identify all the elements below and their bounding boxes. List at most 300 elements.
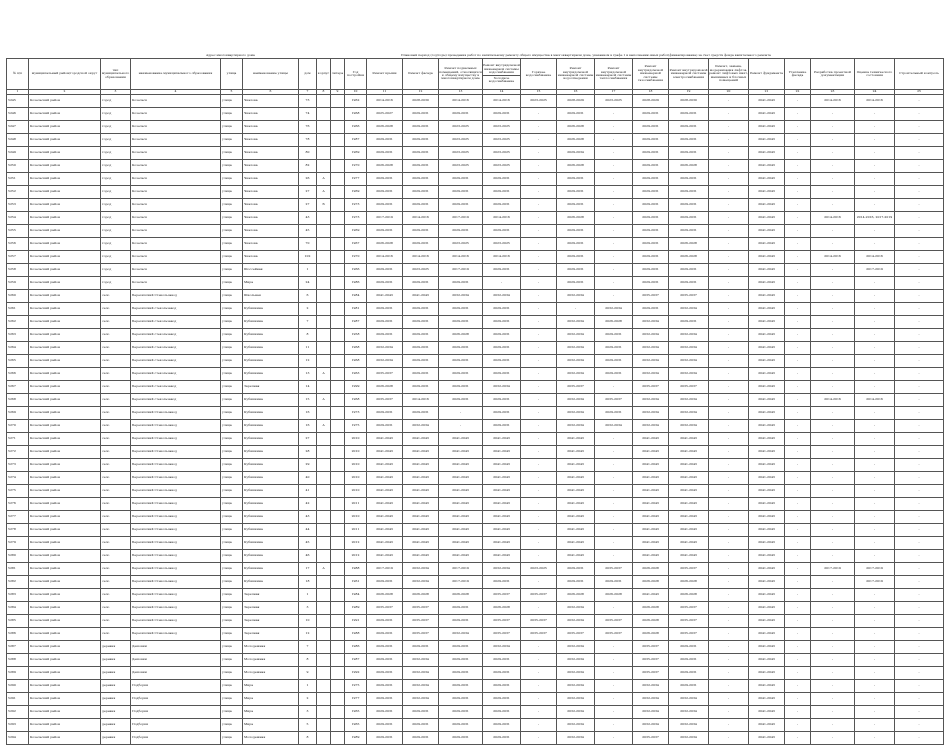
table-cell: Березичский стекользавод [131,368,221,381]
table-cell: - [521,602,557,615]
table-cell: 2035-2037 [403,602,439,615]
table-cell: 2014-2016 [483,251,521,264]
table-cell: - [811,602,855,615]
table-cell: 1 [299,680,317,693]
table-cell: 2041-2043 [669,550,709,563]
table-cell [331,641,345,654]
table-cell: 1970 [345,160,367,173]
table-cell: 2041-2043 [669,446,709,459]
table-cell: 2041-2043 [633,537,669,550]
column-header: муниципальный район/городской округ [29,59,101,90]
table-cell: - [855,602,895,615]
table-cell: - [895,303,944,316]
table-cell: Чкалова [243,212,299,225]
table-cell: 2029-2031 [367,732,403,745]
table-cell: деревня [101,654,131,667]
table-cell: 2035-2037 [403,615,439,628]
table-cell: 1975 [345,420,367,433]
table-cell: 2041-2043 [439,433,483,446]
table-cell: - [895,680,944,693]
table-cell: улица [221,121,243,134]
table-cell: - [595,160,633,173]
table-cell: - [709,186,749,199]
table-cell: - [709,524,749,537]
table-cell: 2035-2037 [595,628,633,641]
table-cell: 2 [299,303,317,316]
table-cell: 1987 [345,134,367,147]
table-cell: Козельский район [29,433,101,446]
table-cell: город [101,225,131,238]
table-cell: Козельский район [29,537,101,550]
table-cell: 26 [299,173,317,186]
table-cell: 29 [299,459,317,472]
table-cell: Козельск [131,95,221,108]
table-cell: улица [221,342,243,355]
table-cell: улица [221,147,243,160]
table-cell: 2041-2043 [749,706,785,719]
table-cell: 2026-2028 [633,602,669,615]
table-cell: 2032-2034 [403,563,439,576]
table-cell: улица [221,394,243,407]
table-cell [331,173,345,186]
table-cell: 2029-2031 [439,667,483,680]
table-cell: - [557,303,595,316]
table-cell: 2032-2034 [557,667,595,680]
table-cell: - [895,641,944,654]
table-cell [317,550,331,563]
table-cell: - [521,355,557,368]
table-cell: - [855,732,895,745]
table-cell: город [101,160,131,173]
table-cell: улица [221,277,243,290]
table-cell: 5283 [7,589,29,602]
table-cell: - [895,186,944,199]
column-header: Ремонт фундамента [749,59,785,90]
table-cell: Козельский район [29,394,101,407]
table-cell: Молодежная [243,732,299,745]
table-cell: 2029-2031 [483,368,521,381]
table-cell: - [709,225,749,238]
table-cell: - [785,693,811,706]
table-cell: 2035-2037 [669,381,709,394]
table-cell: Козельский район [29,134,101,147]
table-cell: - [521,134,557,147]
column-header: Разработка проектной документации [811,59,855,90]
table-cell: 2029-2031 [595,368,633,381]
table-cell: Козельский район [29,225,101,238]
table-cell [317,459,331,472]
table-cell: 2014-2016 [483,212,521,225]
table-cell [331,446,345,459]
table-cell: - [855,498,895,511]
table-cell: 2035-2037 [557,628,595,641]
table-cell: - [895,290,944,303]
table-cell: - [709,732,749,745]
table-cell: 5276 [7,498,29,511]
table-cell: Березичский Стекользавод [131,459,221,472]
table-cell [331,498,345,511]
table-cell [331,251,345,264]
table-cell: 2026-2028 [367,160,403,173]
column-number: 2 [29,90,101,95]
table-cell: Козельский район [29,693,101,706]
table-cell: 2029-2031 [557,251,595,264]
table-cell: - [785,342,811,355]
table-cell: 2029-2031 [483,186,521,199]
table-cell: А [317,420,331,433]
table-cell: 2035-2037 [521,589,557,602]
table-cell: село [101,524,131,537]
table-cell: село [101,485,131,498]
table-cell: 2041-2043 [749,225,785,238]
table-cell: 2029-2031 [669,277,709,290]
table-cell: 2035-2037 [669,290,709,303]
table-cell: 2029-2031 [557,277,595,290]
table-cell: 2029-2031 [669,316,709,329]
table-cell: 2035-2037 [669,563,709,576]
table-cell: 2032-2034 [633,342,669,355]
table-cell: - [785,524,811,537]
table-cell [331,264,345,277]
table-cell: улица [221,550,243,563]
table-cell: 2032-2034 [557,654,595,667]
table-cell: 2029-2031 [483,680,521,693]
table-cell: - [709,511,749,524]
table-cell: - [811,121,855,134]
table-cell: Козельский район [29,160,101,173]
table-cell: 2041-2043 [749,576,785,589]
table-cell [317,108,331,121]
table-cell: 2032-2034 [669,706,709,719]
table-cell: - [855,160,895,173]
table-cell: 1989 [345,732,367,745]
table-cell: 2032-2034 [557,368,595,381]
table-cell: Березичский Стекользавод [131,628,221,641]
table-cell: - [895,199,944,212]
table-row [7,446,944,459]
table-cell: улица [221,654,243,667]
table-cell: 2029-2031 [633,147,669,160]
table-cell: 1963 [345,368,367,381]
table-cell: - [811,459,855,472]
table-row [7,186,944,199]
table-cell: 2032-2034 [633,719,669,732]
table-cell: 76 [299,121,317,134]
table-cell: - [785,498,811,511]
table-cell: - [855,134,895,147]
column-number: 6 [243,90,299,95]
table-cell: 2029-2031 [439,108,483,121]
table-row [7,381,944,394]
table-cell [331,550,345,563]
table-cell: 70 [299,238,317,251]
table-cell: 2032-2034 [557,693,595,706]
table-cell: Березичский Стекользавод [131,485,221,498]
table-cell: - [595,251,633,264]
table-cell: улица [221,732,243,745]
table-cell: 2029-2031 [439,732,483,745]
table-cell: 2041-2043 [633,485,669,498]
table-cell: - [709,459,749,472]
table-cell: - [521,667,557,680]
table-cell: - [595,602,633,615]
table-cell: 2032-2034 [557,615,595,628]
table-cell: 2029-2031 [633,303,669,316]
table-cell [317,212,331,225]
table-cell [317,342,331,355]
table-cell: 2029-2031 [633,160,669,173]
table-cell: 2041-2043 [557,459,595,472]
table-cell: 2028-2029 [633,95,669,108]
table-cell: 2029-2031 [403,641,439,654]
table-cell: 2029-2031 [483,329,521,342]
table-cell: - [521,732,557,745]
table-cell: - [895,498,944,511]
table-cell: 2041-2043 [557,472,595,485]
table-cell: Козельский район [29,212,101,225]
table-row [7,524,944,537]
table-cell: - [709,368,749,381]
table-cell: - [785,563,811,576]
table-cell: 1989 [345,602,367,615]
table-cell: 2011 [345,498,367,511]
table-cell: Б [317,199,331,212]
table-cell [331,459,345,472]
table-cell: Кубяшкина [243,459,299,472]
table-cell: Березичский Стекользавод [131,446,221,459]
table-cell: - [785,706,811,719]
table-cell: - [709,537,749,550]
table-row [7,576,944,589]
table-cell: 2041-2043 [749,511,785,524]
table-cell: - [785,589,811,602]
table-cell: - [895,316,944,329]
table-cell [317,251,331,264]
table-cell: 2029-2031 [367,576,403,589]
table-cell: А [317,173,331,186]
table-cell: 2029-2031 [403,732,439,745]
table-cell: 2029-2031 [439,303,483,316]
table-cell: 2041-2043 [483,498,521,511]
table-cell: - [895,654,944,667]
table-cell: 1986 [345,641,367,654]
table-cell: улица [221,563,243,576]
table-cell: - [785,355,811,368]
table-cell: - [785,576,811,589]
table-cell: - [785,459,811,472]
table-cell: деревня [101,693,131,706]
table-cell: - [785,251,811,264]
table-cell: - [595,680,633,693]
table-cell: 2029-2031 [557,199,595,212]
table-cell: 1973 [345,199,367,212]
table-cell: - [595,719,633,732]
table-cell [331,511,345,524]
table-cell [331,589,345,602]
table-cell: 2041-2043 [669,511,709,524]
table-cell [331,342,345,355]
table-cell: - [595,121,633,134]
table-cell: - [785,394,811,407]
table-cell: село [101,420,131,433]
table-cell: - [811,407,855,420]
table-cell: 2029-2031 [483,316,521,329]
table-cell: - [595,186,633,199]
table-cell: улица [221,628,243,641]
table-body [7,95,944,745]
table-cell: 2032-2034 [633,316,669,329]
table-cell: Козельск [131,134,221,147]
table-cell: - [785,433,811,446]
table-cell [317,277,331,290]
table-cell: - [595,212,633,225]
table-cell: - [895,381,944,394]
table-cell: 5279 [7,537,29,550]
table-cell: 2041-2043 [483,524,521,537]
table-cell: город [101,121,131,134]
table-cell [317,355,331,368]
table-cell: 2041-2043 [483,459,521,472]
table-cell: Козельск [131,264,221,277]
table-cell: 1969 [345,225,367,238]
table-row [7,719,944,732]
table-cell: Чкалова [243,238,299,251]
table-cell: 2026-2028 [439,329,483,342]
table-cell: Чкалова [243,134,299,147]
table-cell: 2035-2037 [367,368,403,381]
table-cell: 2029-2031 [557,108,595,121]
table-cell: 2010 [345,446,367,459]
table-cell: деревня [101,680,131,693]
table-cell [317,316,331,329]
table-cell: 2041-2043 [403,498,439,511]
table-cell: село [101,472,131,485]
column-header: Ремонт внутридомовой инженерной системы электроснабжения [669,59,709,90]
table-cell: Березичский Стекользавод [131,498,221,511]
table-cell: Козельск [131,108,221,121]
table-cell: - [521,537,557,550]
table-cell: 2029-2031 [439,654,483,667]
table-cell: - [811,537,855,550]
table-cell: Козельский район [29,420,101,433]
table-cell: 2041-2043 [403,524,439,537]
table-cell [317,121,331,134]
table-cell: Козельск [131,186,221,199]
table-cell: 2041-2043 [749,498,785,511]
table-cell: 5258 [7,264,29,277]
table-cell: Березичский Стекользавод [131,602,221,615]
table-cell: 2014-2016 [811,95,855,108]
table-cell: - [855,654,895,667]
table-cell: 2035-2037 [521,628,557,641]
table-cell [331,212,345,225]
table-cell: - [895,173,944,186]
table-cell: 2026-2028 [403,589,439,602]
table-cell: 2035-2037 [595,563,633,576]
column-number: 4 [131,90,221,95]
table-cell: - [709,641,749,654]
table-cell: 2010 [345,459,367,472]
table-cell: 2029-2031 [557,186,595,199]
table-cell: - [521,485,557,498]
table-cell: - [521,524,557,537]
table-cell: 5292 [7,706,29,719]
table-cell: Кубяшкина [243,355,299,368]
table-cell: 2029-2031 [483,355,521,368]
table-cell: 2041-2043 [403,433,439,446]
table-cell: 2041-2043 [403,485,439,498]
table-cell: улица [221,641,243,654]
table-cell: 2041-2043 [749,602,785,615]
table-cell: 2029-2031 [403,368,439,381]
table-cell: улица [221,251,243,264]
table-row [7,485,944,498]
table-cell: 2023-2025 [439,147,483,160]
table-cell: 2029-2031 [557,225,595,238]
table-row [7,602,944,615]
table-cell: 2029-2031 [633,199,669,212]
column-number: 11 [367,90,403,95]
table-cell: - [811,550,855,563]
table-cell: - [895,446,944,459]
table-cell: 2029-2031 [483,199,521,212]
table-cell: улица [221,160,243,173]
table-cell: 2041-2043 [749,628,785,641]
table-cell: - [785,108,811,121]
table-cell: 2032-2034 [557,680,595,693]
table-cell: 1968 [345,394,367,407]
table-cell: - [811,446,855,459]
table-cell: - [595,641,633,654]
table-cell: 2029-2031 [403,329,439,342]
table-cell: - [521,511,557,524]
table-cell: Березичский Стекользавод [131,550,221,563]
table-cell: 2041-2043 [633,472,669,485]
table-cell: 2041-2043 [367,511,403,524]
table-cell: Кубяшкина [243,550,299,563]
table-cell: - [709,251,749,264]
table-cell: 2032-2034 [633,394,669,407]
table-cell: 1984 [345,589,367,602]
column-number: 15 [521,90,557,95]
table-cell: 2032-2034 [669,732,709,745]
table-cell: 2026-2028 [557,134,595,147]
table-row [7,316,944,329]
table-cell: 2041-2043 [749,342,785,355]
table-cell: 2032-2034 [439,628,483,641]
table-cell: 2017-2019 [855,576,895,589]
table-cell: 2032-2034 [669,719,709,732]
table-cell: 8 [299,654,317,667]
table-cell: 11 [299,342,317,355]
table-row [7,511,944,524]
column-number: 22 [785,90,811,95]
table-cell: 2041-2043 [749,95,785,108]
table-cell: 2041-2043 [403,511,439,524]
table-cell: 5263 [7,329,29,342]
table-cell: Чкалова [243,199,299,212]
table-cell: 2029-2031 [403,316,439,329]
table-cell: Козельский район [29,121,101,134]
table-cell: 2029-2031 [483,264,521,277]
table-cell: Кубяшкина [243,407,299,420]
table-cell: Козельск [131,238,221,251]
table-cell: 2029-2031 [367,134,403,147]
table-cell: 2029-2031 [367,693,403,706]
table-cell: 43 [299,511,317,524]
table-cell: 2029-2031 [439,602,483,615]
table-row [7,615,944,628]
